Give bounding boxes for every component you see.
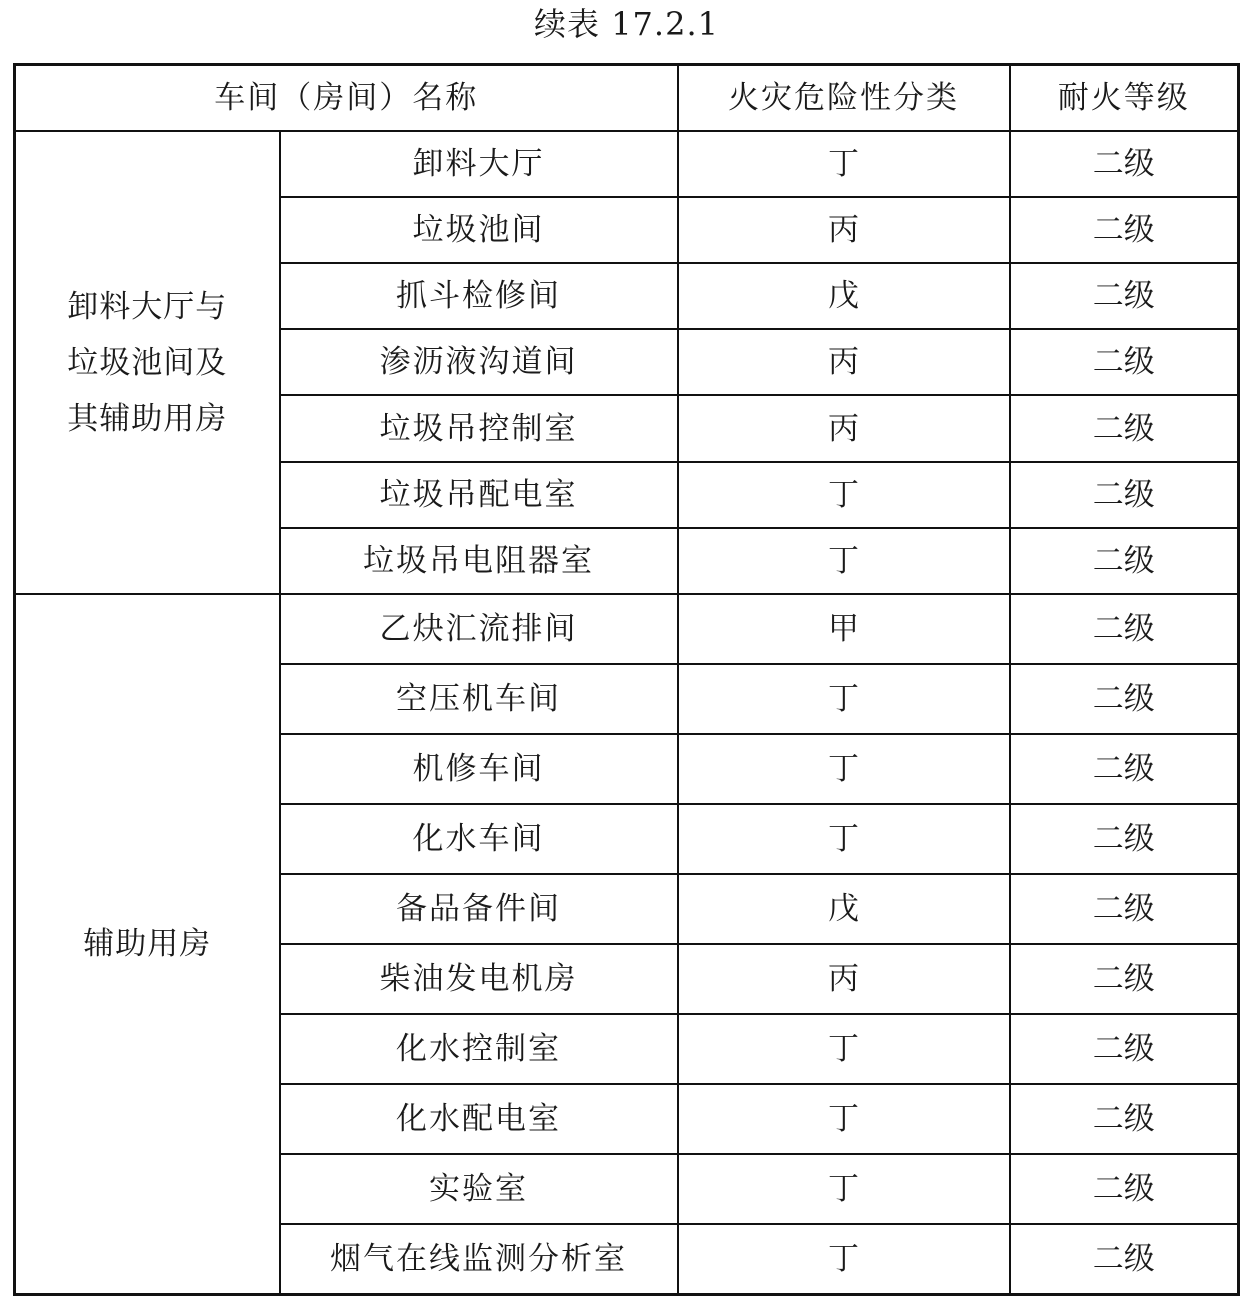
- room-name-cell: 机修车间: [280, 734, 678, 804]
- hazard-class-cell: 丁: [678, 528, 1010, 594]
- group-label-line: 辅助用房: [83, 925, 212, 962]
- fire-rating-cell: 二级: [1010, 263, 1239, 329]
- room-name-cell: 空压机车间: [280, 664, 678, 734]
- hazard-class-cell: 甲: [678, 594, 1010, 664]
- hazard-class-cell: 丙: [678, 197, 1010, 263]
- hazard-class-cell: 丁: [678, 664, 1010, 734]
- fire-rating-cell: 二级: [1010, 1154, 1239, 1224]
- header-room-name: 车间（房间）名称: [15, 65, 678, 132]
- hazard-class-cell: 丙: [678, 395, 1010, 462]
- room-name-cell: 实验室: [280, 1154, 678, 1224]
- fire-rating-cell: 二级: [1010, 1014, 1239, 1084]
- header-hazard-class: 火灾危险性分类: [678, 65, 1010, 132]
- fire-hazard-table: [13, 63, 1240, 1296]
- group-label-cell: [15, 594, 280, 1294]
- hazard-class-cell: 丁: [678, 804, 1010, 874]
- fire-rating-cell: 二级: [1010, 1084, 1239, 1154]
- fire-rating-cell: 二级: [1010, 131, 1239, 197]
- fire-rating-cell: 二级: [1010, 462, 1239, 528]
- room-name-cell: 烟气在线监测分析室: [280, 1224, 678, 1294]
- fire-rating-cell: 二级: [1010, 664, 1239, 734]
- header-fire-rating: 耐火等级: [1010, 65, 1239, 132]
- fire-rating-cell: 二级: [1010, 197, 1239, 263]
- room-name-cell: 垃圾池间: [280, 197, 678, 263]
- room-name-cell: 抓斗检修间: [280, 263, 678, 329]
- fire-rating-cell: 二级: [1010, 329, 1239, 395]
- room-name-cell: 垃圾吊配电室: [280, 462, 678, 528]
- hazard-class-cell: 丁: [678, 1154, 1010, 1224]
- hazard-class-cell: 戊: [678, 263, 1010, 329]
- hazard-class-cell: 丁: [678, 131, 1010, 197]
- hazard-class-cell: 丙: [678, 329, 1010, 395]
- table-row: [15, 131, 1239, 197]
- room-name-cell: 备品备件间: [280, 874, 678, 944]
- hazard-class-cell: 丙: [678, 944, 1010, 1014]
- fire-rating-cell: 二级: [1010, 395, 1239, 462]
- room-name-cell: 乙炔汇流排间: [280, 594, 678, 664]
- room-name-cell: 渗沥液沟道间: [280, 329, 678, 395]
- hazard-class-cell: 戊: [678, 874, 1010, 944]
- fire-rating-cell: 二级: [1010, 874, 1239, 944]
- fire-rating-cell: 二级: [1010, 944, 1239, 1014]
- room-name-cell: 化水车间: [280, 804, 678, 874]
- fire-rating-cell: 二级: [1010, 528, 1239, 594]
- hazard-class-cell: 丁: [678, 734, 1010, 804]
- header-row: [15, 65, 1239, 132]
- room-name-cell: 垃圾吊控制室: [280, 395, 678, 462]
- hazard-class-cell: 丁: [678, 462, 1010, 528]
- table-row: [15, 594, 1239, 664]
- room-name-cell: 化水配电室: [280, 1084, 678, 1154]
- hazard-class-cell: 丁: [678, 1224, 1010, 1294]
- table-caption: 续表 17.2.1: [534, 5, 719, 43]
- fire-rating-cell: 二级: [1010, 804, 1239, 874]
- group-label-line: 其辅助用房: [67, 400, 228, 437]
- group-label-line: 垃圾池间及: [67, 344, 228, 381]
- room-name-cell: 化水控制室: [280, 1014, 678, 1084]
- group-label-line: 卸料大厅与: [67, 288, 228, 325]
- fire-rating-cell: 二级: [1010, 734, 1239, 804]
- room-name-cell: 垃圾吊电阻器室: [280, 528, 678, 594]
- group-label-cell: [15, 131, 280, 594]
- room-name-cell: 柴油发电机房: [280, 944, 678, 1014]
- room-name-cell: 卸料大厅: [280, 131, 678, 197]
- fire-rating-cell: 二级: [1010, 1224, 1239, 1294]
- fire-rating-cell: 二级: [1010, 594, 1239, 664]
- hazard-class-cell: 丁: [678, 1014, 1010, 1084]
- hazard-class-cell: 丁: [678, 1084, 1010, 1154]
